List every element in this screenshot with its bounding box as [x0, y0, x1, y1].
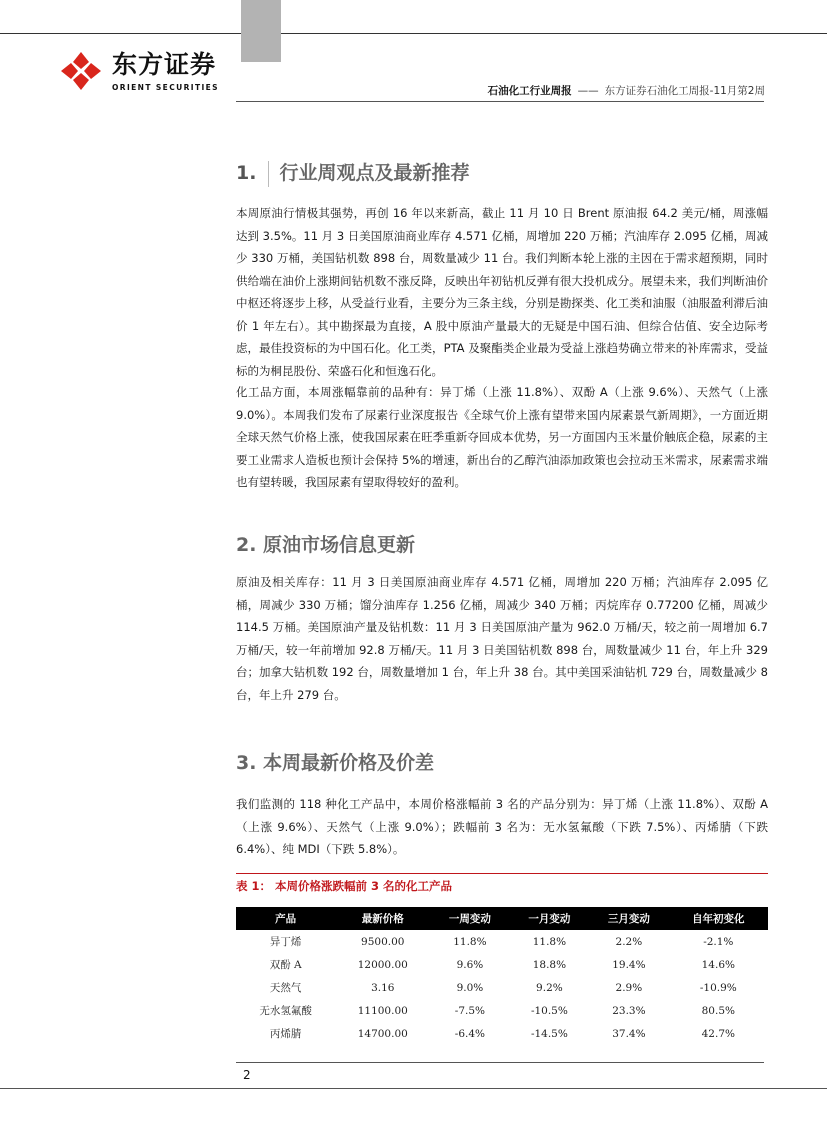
- col-header-price: 最新价格: [335, 907, 430, 930]
- table-cell: 异丁烯: [269, 936, 302, 948]
- logo-chinese-name: 东方证券: [112, 50, 217, 79]
- table-cell: 9.0%: [456, 981, 484, 994]
- table-cell: -10.9%: [699, 981, 737, 994]
- col-header-product: 产品: [236, 907, 335, 930]
- table-cell: 11100.00: [357, 1004, 408, 1017]
- paragraph-crude-oil: 原油及相关库存：11 月 3 日美国原油商业库存 4.571 亿桶，周增加 220 万桶；汽油库存 2.095 亿桶，周减少 330 万桶；馏分油库存 1.256 亿桶，周减少 340 万桶；丙烷库存 0.77200 亿桶，周减少 114.5 万桶。美国原油产量及钻机数：11 月 3 日美国原油产量为 962.0 万桶/天，较之前一周增加 6.7 万桶/天，较一年前增加 92.8 万桶/天。11 月 3 日美国钻机数 898 台，周数量减少 11 台，年上升 329 台；加拿大钻机数 192 台，周数量增加 1 台，年上升 38 台。其中美国采油钻机 729 台，周数量减少 8 台，年上升 279 台。: [236, 575, 768, 702]
- col-header-ytd: 自年初变化: [669, 907, 768, 930]
- table-cell: 14700.00: [357, 1027, 408, 1040]
- table-cell: 9.6%: [456, 958, 484, 971]
- table-row: [236, 999, 768, 1022]
- table-cell: 19.4%: [612, 958, 646, 971]
- section-1-number: 1.: [236, 162, 257, 184]
- col-header-week: 一周变动: [430, 907, 509, 930]
- table-title-rule: [236, 873, 768, 874]
- table-cell: 11.8%: [532, 935, 567, 948]
- table-row: [236, 953, 768, 976]
- col-header-month: 一月变动: [510, 907, 589, 930]
- paragraph-price-monitor: 我们监测的 118 种化工产品中，本周价格涨幅前 3 名的产品分别为：异丁烯（上涨 11.8%）、双酚 A（上涨 9.6%）、天然气（上涨 9.0%）；跌幅前 3 名为：无水氢氟酸（下跌 7.5%）、丙烯腈（下跌 6.4%）、纯 MDI（下跌 5.8%）。: [236, 797, 768, 856]
- table-cell: 11.8%: [453, 935, 487, 948]
- table-cell: -7.5%: [454, 1004, 486, 1017]
- table-cell: 14.6%: [701, 958, 735, 971]
- top-border-line: [0, 33, 827, 34]
- table-cell: 42.7%: [701, 1027, 735, 1040]
- paragraph-weekly-view: 本周原油行情极其强势，再创 16 年以来新高，截止 11 月 10 日 Brent 原油报 64.2 美元/桶，周涨幅达到 3.5%。11 月 3 日美国原油商业库存 4.571 亿桶，周增加 220 万桶；汽油库存 2.095 亿桶，周减少 330 万桶，美国钻机数 898 台，周数量减少 11 台。我们判断本轮上涨的主因在于需求超预期，同时供给端在油价上涨期间钻机数不涨反降，反映出年初钻机反弹有很大投机成分。展望未来，我们判断油价中枢还将逐步上移，从受益行业看，主要分为三条主线，分别是勘探类、化工类和油服（油服盈利滞后油价 1 年左右）。其中勘探最为直接，A 股中原油产量最大的无疑是中国石油、但综合估值、安全边际考虑，最佳投资标的为中国石化。化工类，PTA 及聚酯类企业最为受益上涨趋势确立带来的补库需求，受益标的为桐昆股份、荣盛石化和恒逸石化。: [236, 206, 769, 378]
- price-change-table: [236, 907, 768, 1045]
- table-cell: 2.9%: [615, 981, 643, 994]
- logo-mark-icon: [58, 50, 104, 92]
- bottom-border-line: [0, 1088, 827, 1089]
- paragraph-chemicals: 化工品方面，本周涨幅靠前的品种有：异丁烯（上涨 11.8%）、双酚 A（上涨 9.6%）、天然气（上涨 9.0%）。本周我们发布了尿素行业深度报告《全球气价上涨有望带来国内尿素景气新周期》，一方面近期全球天然气价格上涨，使我国尿素在旺季重新夺回成本优势，另一方面国内玉米量价触底企稳，尿素的主要工业需求人造板也预计会保持 5%的增速，新出台的乙醇汽油添加政策也会拉动玉米需求，尿素需求端也有望转暖，我国尿素有望取得较好的盈利。: [236, 385, 768, 489]
- table-row: [236, 1022, 768, 1045]
- table-cell: 无水氢氟酸: [259, 1005, 312, 1017]
- header-accent-bar: [241, 0, 281, 62]
- table-cell: -6.4%: [454, 1027, 486, 1040]
- table-cell: 80.5%: [701, 1004, 735, 1017]
- table-cell: 天然气: [269, 982, 302, 994]
- section-3-title: 3. 本周最新价格及价差: [236, 752, 435, 774]
- table-cell: 9.2%: [536, 981, 563, 994]
- table-cell: -10.5%: [530, 1004, 568, 1017]
- section-2-title: 2. 原油市场信息更新: [236, 534, 416, 556]
- table-header-row: [236, 907, 768, 930]
- section-1-heading: 行业周观点及最新推荐: [279, 162, 470, 184]
- table-cell: -2.1%: [703, 935, 734, 948]
- table-title: 表 1： 本周价格涨跌幅前 3 名的化工产品: [236, 879, 453, 893]
- col-header-quarter: 三月变动: [589, 907, 668, 930]
- table-row: [236, 930, 768, 953]
- table-cell: 双酚 A: [269, 959, 302, 971]
- table-cell: 丙烯腈: [269, 1028, 302, 1040]
- header-separator: ——: [577, 85, 599, 97]
- table-cell: -14.5%: [530, 1027, 568, 1040]
- header-rule: [236, 101, 764, 102]
- table-cell: 18.8%: [532, 958, 567, 971]
- report-type: 石油化工行业周报: [487, 85, 572, 97]
- table-cell: 3.16: [371, 981, 395, 994]
- report-header: [488, 83, 765, 98]
- section-1-divider: [268, 161, 269, 187]
- table-row: [236, 976, 768, 999]
- logo-english-name: ORIENT SECURITIES: [112, 83, 219, 92]
- report-series: 东方证券石油化工周报-11月第2周: [604, 85, 765, 97]
- table-cell: 2.2%: [615, 935, 643, 948]
- company-logo: [58, 50, 238, 96]
- table-cell: 37.4%: [612, 1027, 646, 1040]
- table-cell: 23.3%: [612, 1004, 646, 1017]
- table-cell: 12000.00: [357, 958, 408, 971]
- page-number: 2: [243, 1068, 251, 1082]
- section-1-title: [236, 158, 469, 187]
- table-cell: 9500.00: [361, 935, 405, 948]
- footer-rule: [236, 1062, 764, 1063]
